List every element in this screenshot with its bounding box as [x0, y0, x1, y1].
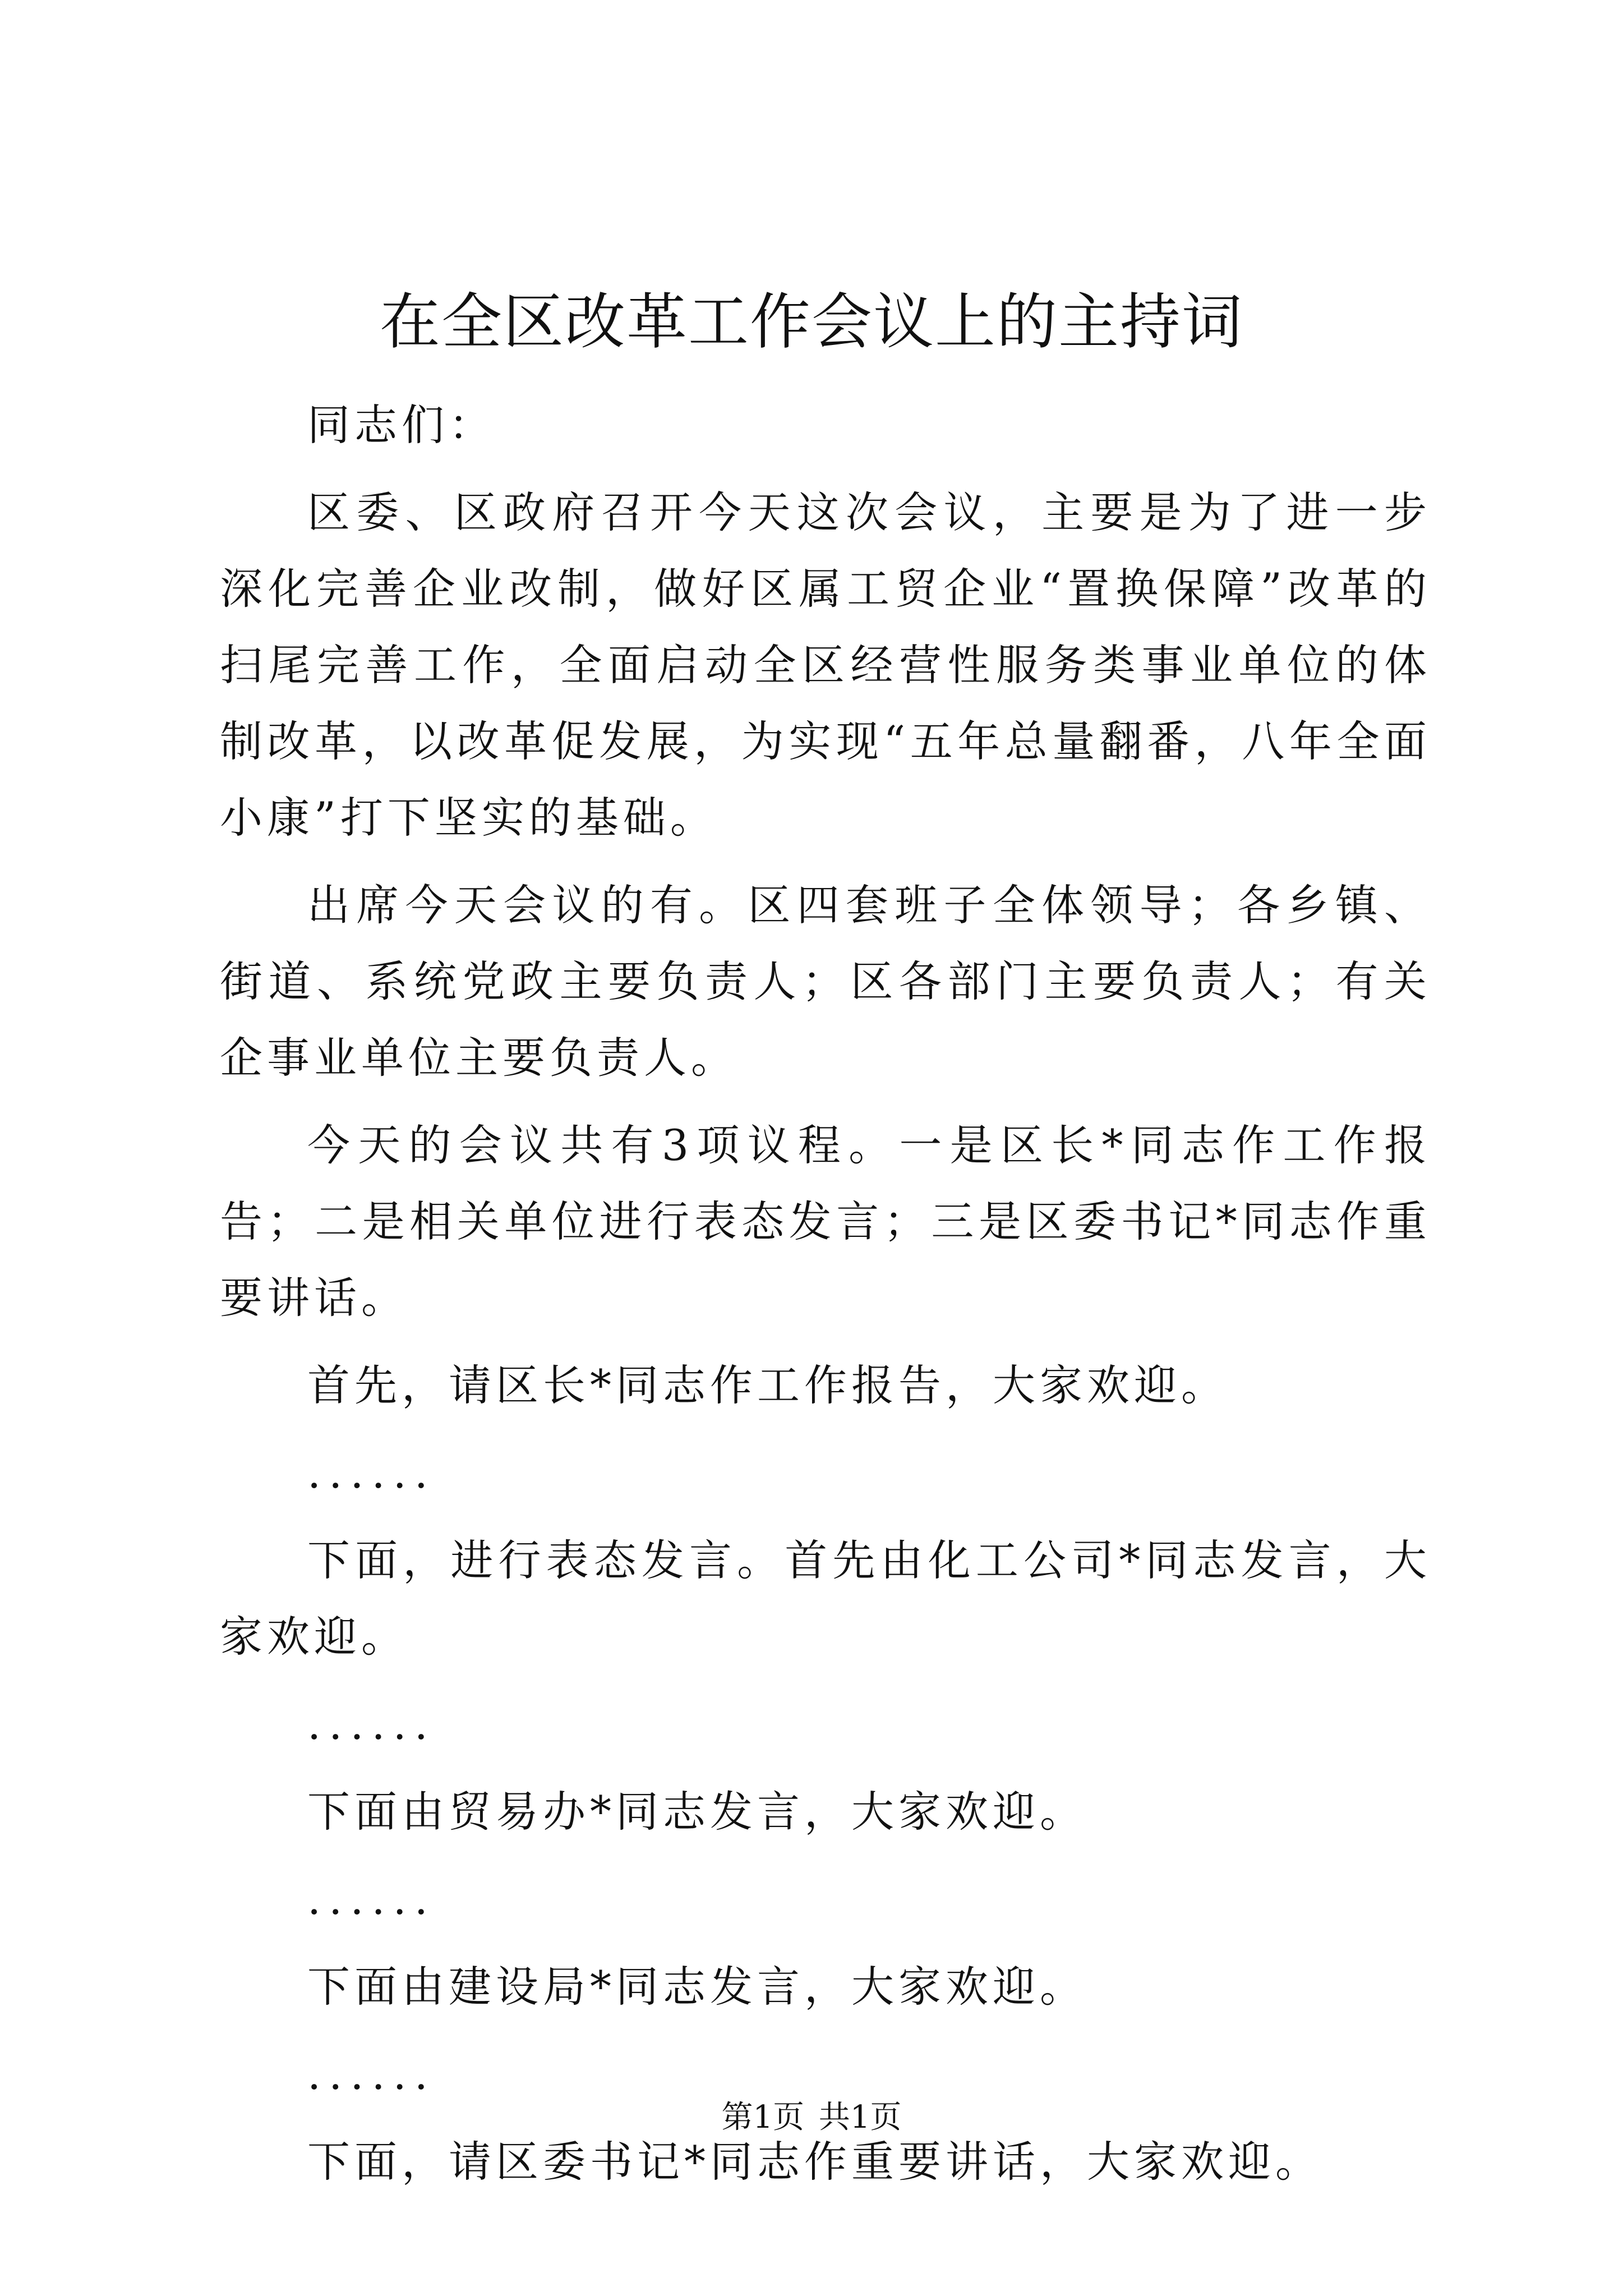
- paragraph-secretary-speech: 下面，请区委书记*同志作重要讲话，大家欢迎。: [307, 2137, 1322, 2187]
- ellipsis-3: ......: [307, 1874, 436, 1924]
- ellipsis-2: ......: [307, 1699, 436, 1749]
- paragraph-attendees: 出席今天会议的有。区四套班子全体领导；各乡镇、街道、系统党政主要负责人；区各部门主要负责人；有关企事业单位主要负责人。: [220, 880, 1431, 1083]
- page-total: 共1页: [818, 2099, 902, 2136]
- document-body: [220, 387, 1431, 2211]
- paragraph-speech-trade: 下面由贸易办*同志发言，大家欢迎。: [307, 1787, 1087, 1837]
- paragraph-purpose: 区委、区政府召开今天这次会议，主要是为了进一步深化完善企业改制，做好区属工贸企业“置换保障”改革的扫尾完善工作，全面启动全区经营性服务类事业单位的体制改革，以改革促发展，为实现“五年总量翻番，八年全面小康”打下坚实的基础。: [220, 487, 1431, 843]
- document-title: 在全区改革工作会议上的主持词: [379, 287, 1243, 357]
- paragraph-agenda: 今天的会议共有3项议程。一是区长*同志作工作报告；二是相关单位进行表态发言；三是区委书记*同志作重要讲话。: [220, 1120, 1431, 1323]
- paragraph-speech-construction: 下面由建设局*同志发言，大家欢迎。: [307, 1962, 1087, 2012]
- salutation: 同志们：: [307, 400, 496, 450]
- ellipsis-1: ......: [307, 1448, 436, 1498]
- paragraph-speech-chemical: 下面，进行表态发言。首先由化工公司*同志发言，大家欢迎。: [220, 1535, 1431, 1662]
- page-footer: [0, 2095, 1623, 2140]
- page-number: 第1页: [721, 2099, 805, 2136]
- ellipsis-4: ......: [307, 2049, 436, 2099]
- paragraph-report-intro: 首先，请区长*同志作工作报告，大家欢迎。: [307, 1360, 1228, 1410]
